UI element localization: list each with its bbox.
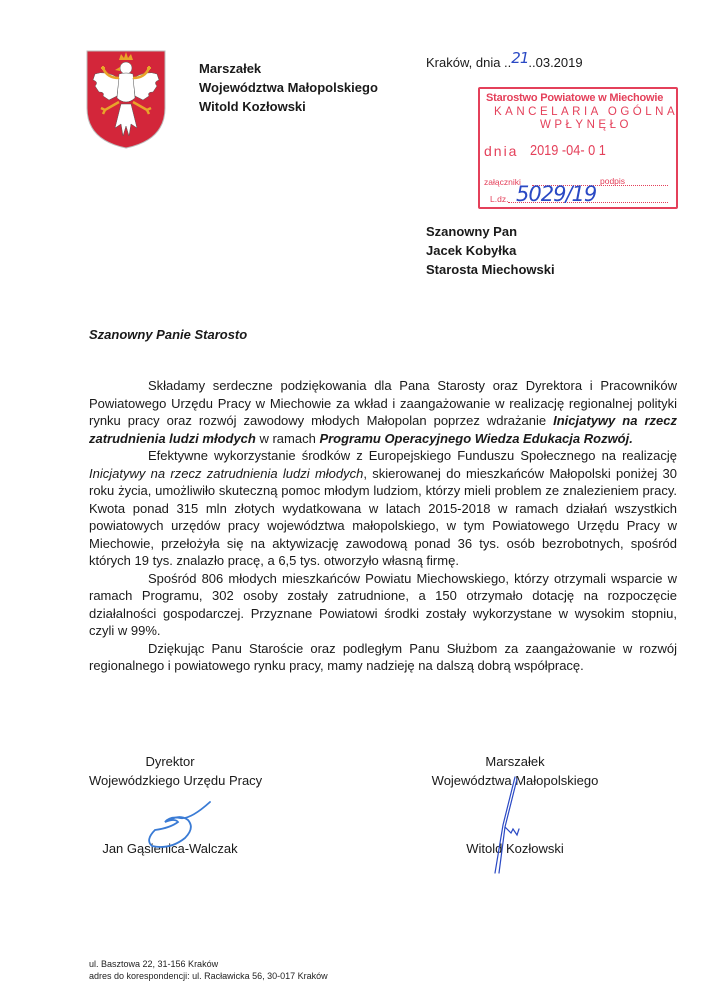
date-dots-after: .. [528,55,536,70]
malopolska-coat-of-arms-icon [85,48,167,150]
p1-text: Składamy serdeczne podziękowania dla Pana Starosty oraz Dyrektora i Pracowników Powiatowego Urzędu Pracy w Miechowie za wkład i zaangażowanie w realizację regionalnej polityki rynku pracy oraz rozwój zawodowy młodych Małopolan poprzez wdrażanie [89,378,677,428]
stamp-date-value: 2019 -04- 0 1 [530,142,606,159]
p1-text: w ramach [255,430,320,446]
stamp-attachments-label: załączniki [484,177,521,187]
date-suffix: 03.2019 [535,55,583,70]
signature-office: Wojewódzkiego Urzędu Pracy [89,772,263,788]
p2-text: Efektywne wykorzystanie środków z Europejskiego Funduszu Społecznego na realizację [148,448,677,463]
letter-date [426,49,583,71]
sender-name: Witold Kozłowski [199,99,306,114]
paragraph-3: Spośród 806 młodych mieszkańców Powiatu Miechowskiego, którzy otrzymali wsparcie w ramach Programu, 302 osoby zostały zatrudnione, a 150 otrzymało dotację na rozpoczęcie działalności gospodarczej. Przyznane Powiatowi środki zostały wykorzystane w wysokim stopniu, czyli w 99%. [89,570,677,638]
date-prefix: Kraków, dnia [426,55,505,70]
signature-block-director [89,753,263,856]
signature-office: Województwa Małopolskiego [431,772,599,788]
recipient-greeting: Szanowny Pan [426,224,518,239]
recipient-name: Jacek Kobyłka [426,243,517,258]
signature-name: Witold Kozłowski [466,841,564,856]
salutation: Szanowny Panie Starosto [89,327,248,342]
sender-block [199,59,378,116]
stamp-ldz-label: L.dz. [490,194,509,204]
paragraph-2 [89,447,677,570]
stamp-date-label: dnia [484,143,519,159]
stamp-chancellery: KANCELARIA OGÓLNA [494,106,679,118]
date-day-handwritten: 21 [511,49,529,67]
recipient-block [426,222,555,279]
footer-address-line: ul. Basztowa 22, 31-156 Kraków [89,959,219,969]
footer-address [89,958,328,982]
sender-title: Marszałek [199,61,262,76]
paragraph-4: Dziękując Panu Staroście oraz podległym Panu Służbom za zaangażowanie w rozwój regionalnego i powiatowego rynku pracy, mamy nadzieję na dalszą dobrą współpracę. [89,640,677,673]
received-stamp [478,87,678,209]
signature-title: Marszałek [485,754,545,769]
signature-name: Jan Gąsienica-Walczak [102,841,238,856]
date-dots-before: .. [504,55,512,70]
stamp-signature-label: podpis [600,176,626,186]
stamp-ldz-handwritten: 5029/19 [516,182,597,206]
signature-title: Dyrektor [145,754,195,769]
p1-initiative-name: Inicjatywy na rzecz zatrudnienia ludzi młodych [89,413,677,446]
p2-initiative-name: Inicjatywy na rzecz zatrudnienia ludzi młodych [89,465,364,481]
letter-body [89,377,677,675]
stamp-received: WPŁYNĘŁO [540,119,632,131]
recipient-title: Starosta Miechowski [426,262,555,277]
p2-text: , skierowanej do mieszkańców Małopolski poniżej 30 roku życia, umożliwiło skuteczną pomoc młodym ludziom, którzy mieli problem ze znalezieniem pracy. Kwota ponad 315 mln złotych wydatkowana w latach 2015-2018 w ramach działań wszystkich powiatowych urzędów pracy województwa małopolskiego, w tym Powiatowego Urzędu Pracy w Miechowie, przełożyła się na aktywizację zawodową ponad 36 tys. osób bezrobotnych, spośród których 19 tys. znalazło pracę, a 6,5 tys. otworzyło własną firmę. [89,465,677,568]
p1-program-name: Programu Operacyjnego Wiedza Edukacja Rozwój. [319,430,633,446]
paragraph-1 [89,377,677,447]
footer-correspondence-line: adres do korespondencji: ul. Racławicka 56, 30-017 Kraków [89,971,328,981]
stamp-office: Starostwo Powiatowe w Miechowie [486,92,664,104]
handwritten-signature-icon [140,800,220,850]
handwritten-signature-icon [465,775,525,875]
sender-office: Województwa Małopolskiego [199,80,378,95]
